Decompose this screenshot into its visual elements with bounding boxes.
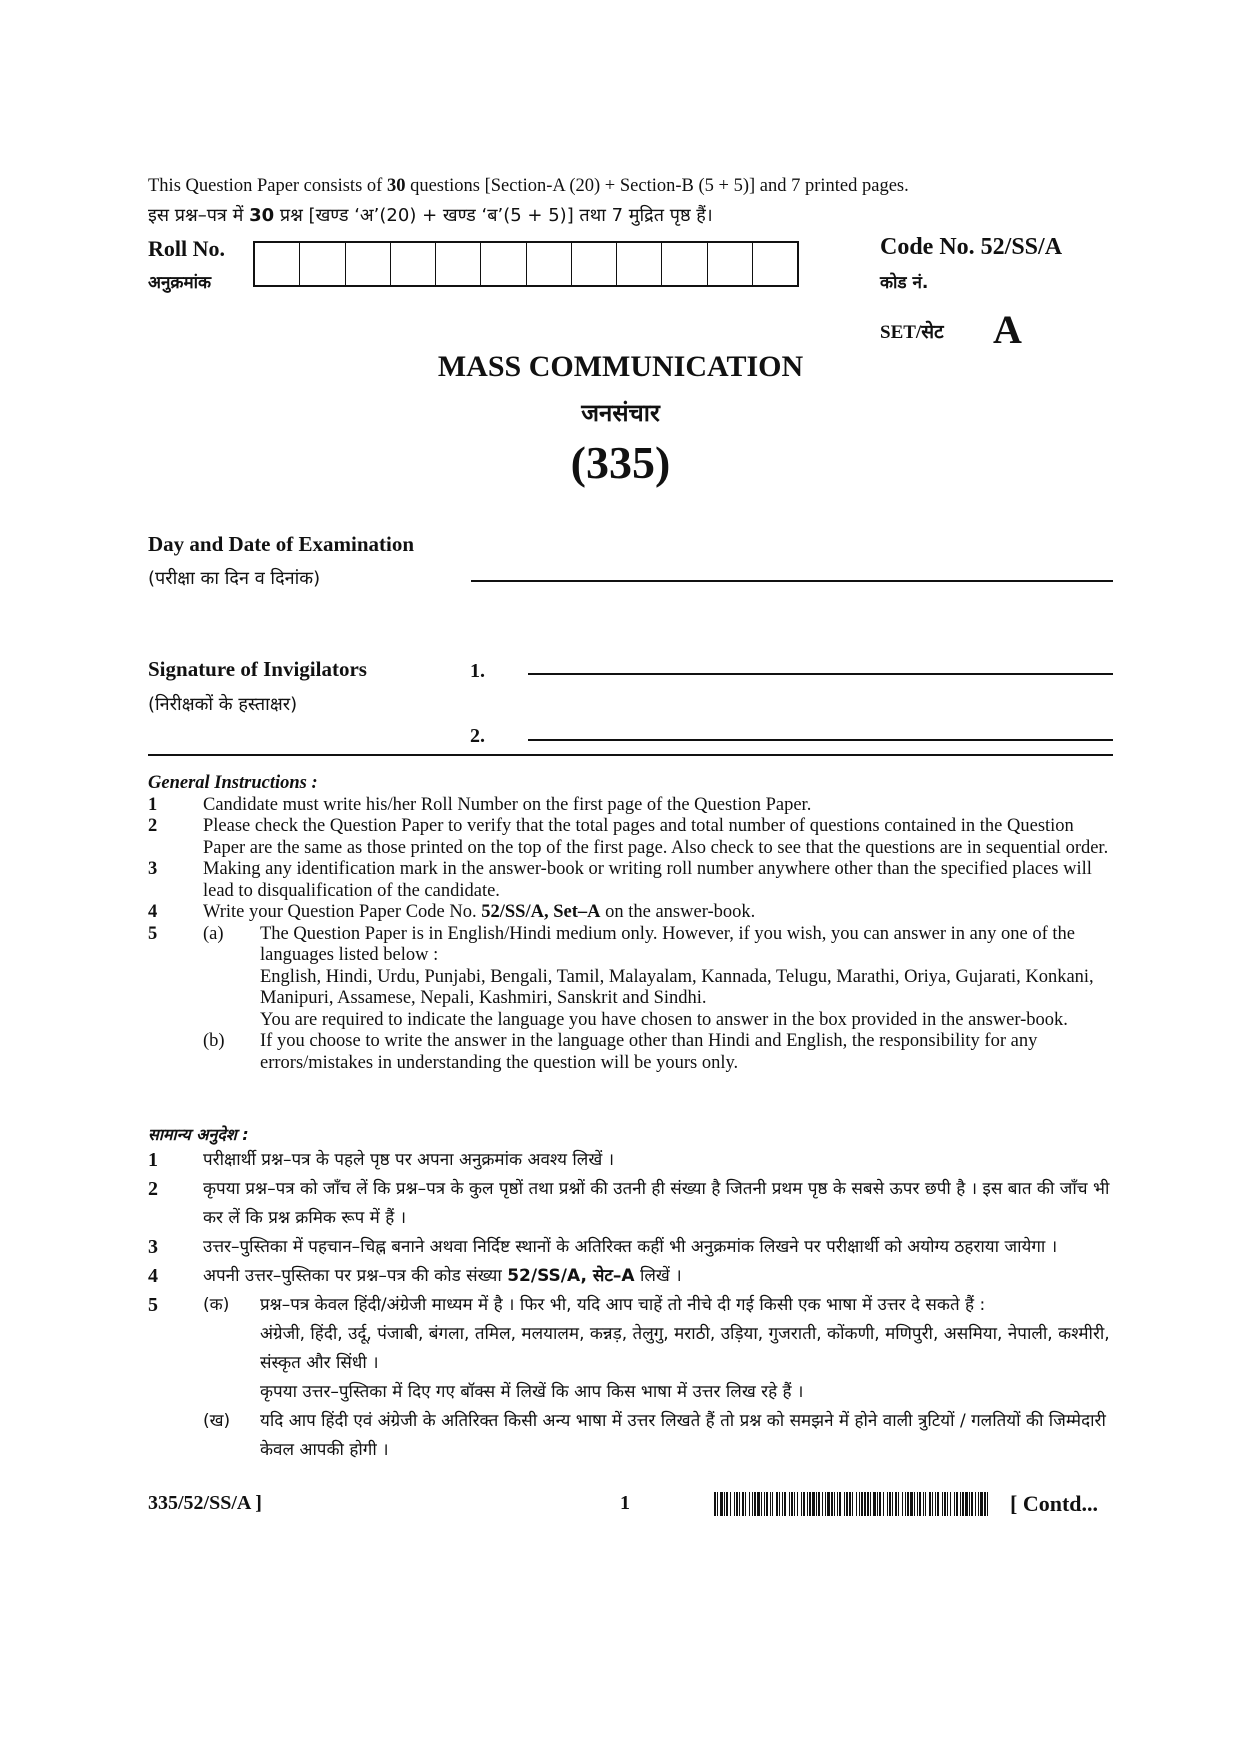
roll-digit-box[interactable] [300,243,345,285]
day-date-field[interactable] [471,580,1113,582]
instruction-item-hi: 5 (क) प्रश्न–पत्र केवल हिंदी/अंग्रेजी माध्यम में है । फिर भी, यदि आप चाहें तो नीचे दी गई किसी एक भाषा में उत्तर दे सकते हैं : अंग्रेजी, हिंदी, उर्दू, पंजाबी, बंगला, तमिल, मलयालम, कन्नड़, तेलुगु, मराठी, उड़िया, गुजराती, कोंकणी, मणिपुरी, असमिया, नेपाली, कश्मीरी, संस्कृत और सिंधी । कृपया उत्तर–पुस्तिका में दिए गए बॉक्स में लिखें कि आप किस भाषा में उत्तर लिख रहे हैं । [148,1294,1110,1402]
roll-digit-box[interactable] [391,243,436,285]
instruction-item: 1 Candidate must write his/her Roll Number on the first page of the Question Paper. [148,794,812,815]
instruction-item: 3 Making any identification mark in the answer-book or writing roll number anywhere other than the specified places will lead to disqualification of the candidate. [148,859,1092,901]
code-number-label-hi: कोड नं. [880,273,929,293]
paper-info-hi: इस प्रश्न–पत्र में 30 प्रश्न [खण्ड ‘अ’(20) + खण्ड ‘ब’(5 + 5)] तथा 7 मुद्रित पृष्ठ हैं। [148,205,713,226]
roll-digit-box[interactable] [481,243,526,285]
contd-label: [ Contd... [1010,1491,1099,1516]
instructions-heading-hi: सामान्य अनुदेश : [148,1125,249,1144]
roll-digit-box[interactable] [708,243,753,285]
roll-digit-box[interactable] [617,243,662,285]
code-number: Code No. 52/SS/A [880,234,1063,260]
roll-digit-box[interactable] [255,243,300,285]
signature-label: Signature of Invigilators [148,657,367,681]
instruction-item: 2 Please check the Question Paper to verify that the total pages and total number of questions contained in the Question Paper are the same as those printed on the top of the first page. Also check to see that the questions are in sequential order. [148,816,1109,858]
roll-digit-box[interactable] [346,243,391,285]
instruction-item: 5 (a) The Question Paper is in English/Hindi medium only. However, if you wish, you can answer in any one of the languages listed below : English, Hindi, Urdu, Punjabi, Bengali, Tamil, Malayalam, Kannada, Telugu, Marathi, Oriya, Gujarati, Konkani, Manipuri, Assamese, Nepali, Kashmiri, Sanskrit and Sindhi. You are required to indicate the language you have chosen to answer in the box provided in the answer-book. [148,923,1094,1030]
roll-no-label: Roll No. [148,236,225,261]
barcode-bar [988,1492,990,1516]
instruction-subitem-hi: (ख) यदि आप हिंदी एवं अंग्रेजी के अतिरिक्त किसी अन्य भाषा में उत्तर लिखते हैं तो प्रश्न को समझने में होने वाली त्रुटियों / गलतियों की जिम्मेदारी केवल आपकी होगी । [203,1411,1106,1460]
set-value: A [993,307,1022,352]
signature-1-label: 1. [470,660,485,682]
instruction-subitem: (b) If you choose to write the answer in the language other than Hindi and English, the responsibility for any errors/mistakes in understanding the question will be yours only. [203,1031,1038,1073]
page-number: 1 [620,1492,630,1514]
roll-digit-box[interactable] [527,243,572,285]
general-instructions-en [148,773,1118,1074]
subject-title-hi: जनसंचार [581,399,660,427]
subject-title: MASS COMMUNICATION [437,350,804,383]
roll-digit-box[interactable] [662,243,707,285]
roll-no-label-hi: अनुक्रमांक [148,273,212,293]
roll-number-boxes[interactable] [253,241,799,287]
signature-2-label: 2. [470,725,485,747]
signature-label-hi: (निरीक्षकों के हस्ताक्षर) [148,694,298,715]
signature-1-field[interactable] [528,673,1113,675]
section-divider [148,754,1113,756]
instruction-item-hi: 3 उत्तर–पुस्तिका में पहचान–चिह्न बनाने अथवा निर्दिष्ट स्थानों के अतिरिक्त कहीं भी अनुक्रमांक लिखने पर परीक्षार्थी को अयोग्य ठहराया जायेगा । [148,1236,1058,1258]
barcode [714,1492,992,1516]
paper-info-en: This Question Paper consists of 30 questions [Section-A (20) + Section-B (5 + 5)] and 7 printed pages. [148,176,909,196]
general-instructions-hi [148,1124,1118,1465]
instruction-item: 4 Write your Question Paper Code No. 52/SS/A, Set–A on the answer-book. [148,902,756,922]
day-date-label-hi: (परीक्षा का दिन व दिनांक) [148,568,321,589]
roll-digit-box[interactable] [436,243,481,285]
signature-2-field[interactable] [528,739,1113,741]
instructions-heading: General Instructions : [148,773,318,793]
footer-code: 335/52/SS/A ] [148,1492,262,1514]
day-date-label: Day and Date of Examination [148,532,415,556]
set-label: SET/सेट [880,322,944,343]
instruction-item-hi: 1 परीक्षार्थी प्रश्न–पत्र के पहले पृष्ठ पर अपना अनुक्रमांक अवश्य लिखें । [148,1149,615,1171]
subject-code: (335) [570,437,671,488]
roll-digit-box[interactable] [572,243,617,285]
roll-digit-box[interactable] [753,243,797,285]
instruction-item-hi: 4 अपनी उत्तर–पुस्तिका पर प्रश्न–पत्र की कोड संख्या 52/SS/A, सेट–A लिखें । [148,1265,682,1287]
instruction-item-hi: 2 कृपया प्रश्न–पत्र को जाँच लें कि प्रश्न–पत्र के कुल पृष्ठों तथा प्रश्नों की उतनी ही संख्या है जितनी प्रथम पृष्ठ के सबसे ऊपर छपी है । इस बात की जाँच भी कर लें कि प्रश्न क्रमिक रूप में हैं । [148,1178,1110,1228]
